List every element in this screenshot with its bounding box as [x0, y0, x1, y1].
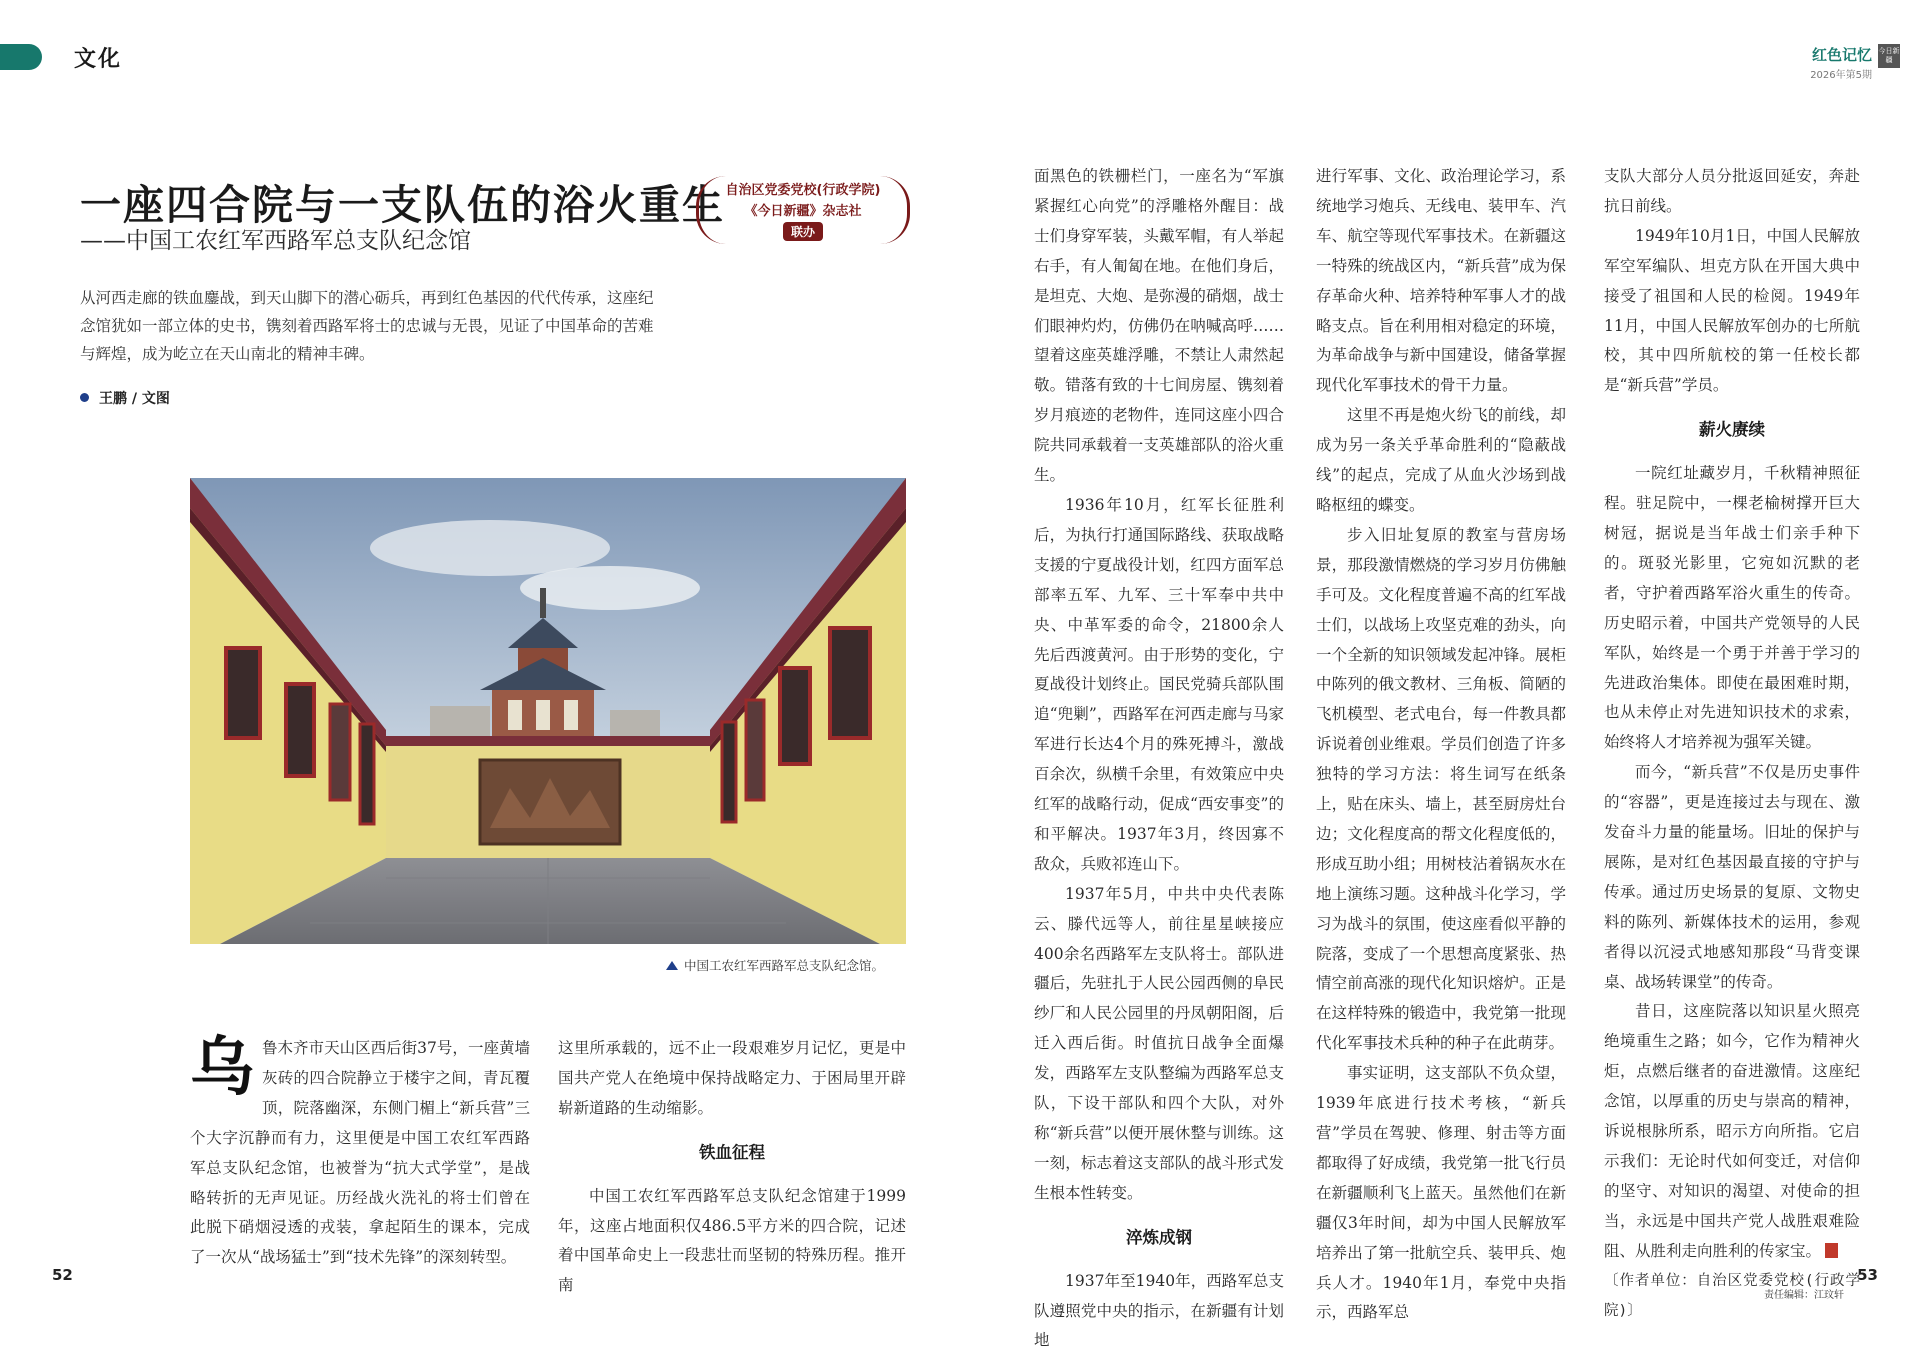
paragraph: 鲁木齐市天山区西后街37号，一座黄墙灰砖的四合院静立于楼宇之间，青瓦覆顶，院落幽深，东侧门楣上“新兵营”三个大字沉静而有力，这里便是中国工农红军西路军总支队纪念馆，也被誉为“抗大式学堂”，是战略转折的无声见证。历经战火洗礼的将士们曾在此脱下硝烟浸透的戎装，拿起陌生的课本，完成了一次从“战场猛士”到“技术先锋”的深刻转型。: [190, 1039, 530, 1267]
paragraph: 这里所承载的，远不止一段艰难岁月记忆，更是中国共产党人在绝境中保持战略定力、于困局里开辟崭新道路的生动缩影。: [558, 1039, 906, 1117]
memorial-courtyard-photo: [190, 478, 906, 944]
paragraph: 1949年10月1日，中国人民解放军空军编队、坦克方队在开国大典中接受了祖国和人民的检阅。1949年11月，中国人民解放军创办的七所航校，其中四所航校的第一任校长都是“新兵营”学员。: [1604, 226, 1860, 395]
paragraph: 中国工农红军西路军总支队纪念馆建于1999年，这座占地面积仅486.5平方米的四合院，记述着中国革命史上一段悲壮而坚韧的特殊历程。推开南: [558, 1186, 906, 1295]
co-publisher-stamp: [696, 176, 910, 244]
body-column-5: [1604, 162, 1860, 1326]
article-subtitle: ——中国工农红军西路军总支队纪念馆: [80, 228, 471, 254]
caption-text: 中国工农红军西路军总支队纪念馆。: [684, 958, 885, 973]
magazine-brand: [1810, 44, 1872, 81]
magazine-logo: 今日新疆: [1878, 44, 1900, 68]
article-lede: 从河西走廊的铁血鏖战，到天山脚下的潜心砺兵，再到红色基因的代代传承，这座纪念馆犹如一部立体的史书，镌刻着西路军将士的忠诚与无畏，见证了中国革命的苦难与辉煌，成为屹立在天山南北的精神丰碑。: [80, 289, 654, 363]
body-column-4: [1316, 162, 1566, 1328]
column-name: 红色记忆: [1811, 46, 1872, 64]
paragraph: 这里不再是炮火纷飞的前线，却成为另一条关乎革命胜利的“隐蔽战线”的起点，完成了从血火沙场到战略枢纽的蝶变。: [1316, 406, 1566, 514]
end-mark-icon: [1825, 1243, 1838, 1258]
stamp-line-2: 《今日新疆》杂志社: [744, 204, 862, 219]
paragraph: 1936年10月，红军长征胜利后，为执行打通国际路线、获取战略支援的宁夏战役计划，红四方面军总部率五军、九军、三十军奉中共中央、中革军委的命令，21800余人先后西渡黄河。由于形势的变化，宁夏战役计划终止。国民党骑兵部队围追“兜剿”，西路军在河西走廊与马家军进行长达4个月的殊死搏斗，激战百余次，纵横千余里，有效策应中央红军的战略行动，促成“西安事变”的和平解决。1937年3月，终因寡不敌众，兵败祁连山下。: [1034, 495, 1284, 873]
responsible-editor: 责任编辑：江玟轩: [1764, 1290, 1844, 1301]
paragraph: 一院红址藏岁月，千秋精神照征程。驻足院中，一棵老榆树撑开巨大树冠，据说是当年战士们亲手种下的。斑驳光影里，它宛如沉默的老者，守护着西路军浴火重生的传奇。历史昭示着，中国共产党领导的人民军队，始终是一个勇于并善于学习的先进政治集体。即使在最困难时期，也从未停止对先进知识技术的求索，始终将人才培养视为强军关键。: [1604, 464, 1860, 752]
final-text: 昔日，这座院落以知识星火照亮绝境重生之路；如今，它作为精神火炬，点燃后继者的奋进激情。这座纪念馆，以厚重的历史与崇高的精神，诉说根脉所系，昭示方向所指。它启示我们：无论时代如何变迁，对信仰的坚守、对知识的渴望、对使命的担当，永远是中国共产党人战胜艰难险阻、从胜利走向胜利的传家宝。: [1604, 1002, 1860, 1260]
bullet-icon: [80, 393, 89, 402]
caption-triangle-icon: [666, 961, 678, 970]
byline: [80, 388, 170, 408]
body-column-1: [190, 1030, 530, 1273]
paragraph: 1937年5月，中共中央代表陈云、滕代远等人，前往星星峡接应400余名西路军左支队将士。部队进疆后，先驻扎于人民公园西侧的阜民纱厂和人民公园里的丹凤朝阳阁，后迁入西后街。时值抗日战争全面爆发，西路军左支队整编为西路军总支队，下设干部队和四个大队，对外称“新兵营”以便开展休整与训练。这一刻，标志着这支部队的战斗形式发生根本性转变。: [1034, 884, 1284, 1202]
subheading-xinhuo: 薪火赓续: [1699, 420, 1765, 440]
author-affiliation: 〔作者单位：自治区党委党校(行政学院)〕: [1604, 1272, 1860, 1319]
paragraph: 而今，“新兵营”不仅是历史事件的“容器”，更是连接过去与现在、激发奋斗力量的能量场。旧址的保护与展陈，是对红色基因最直接的守护与传承。通过历史场景的复原、文物史料的陈列、新媒体技术的运用，参观者得以沉浸式地感知那段“马背变课桌、战场转课堂”的传奇。: [1604, 763, 1860, 991]
article-title: 一座四合院与一支队伍的浴火重生: [80, 181, 725, 229]
paragraph: 1937年至1940年，西路军总支队遵照党中央的指示，在新疆有计划地: [1034, 1271, 1284, 1350]
paragraph: 步入旧址复原的教室与营房场景，那段激情燃烧的学习岁月仿佛触手可及。文化程度普遍不高的红军战士们，以战场上攻坚克难的劲头，向一个全新的知识领域发起冲锋。展柜中陈列的俄文教材、三角板、简陋的飞机模型、老式电台，每一件教具都诉说着创业维艰。学员们创造了许多独特的学习方法：将生词写在纸条上，贴在床头、墙上，甚至厨房灶台边；文化程度高的帮文化程度低的，形成互助小组；用树枝沾着锅灰水在地上演练习题。这种战斗化学习，学习为战斗的氛围，使这座看似平静的院落，变成了一个思想高度紧张、热情空前高涨的现代化知识熔炉。正是在这样特殊的锻造中，我党第一批现代化军事技术兵种的种子在此萌芽。: [1316, 525, 1566, 1053]
stamp-line-1: 自治区党委党校(行政学院): [725, 183, 881, 198]
page-number-right: 53: [1857, 1266, 1878, 1284]
paragraph: 事实证明，这支部队不负众望，1939年底进行技术考核，“新兵营”学员在驾驶、修理、射击等方面都取得了好成绩，我党第一批飞行员在新疆顺利飞上蓝天。虽然他们在新疆仅3年时间，却为中国人民解放军培养出了第一批航空兵、装甲兵、炮兵人才。1940年1月，奉党中央指示，西路军总: [1316, 1064, 1566, 1322]
body-column-2: [558, 1034, 906, 1301]
stamp-badge: 联办: [783, 222, 823, 241]
page-number-left: 52: [52, 1266, 73, 1284]
section-tab-marker: [0, 44, 42, 70]
paragraph: 面黑色的铁栅栏门，一座名为“军旗紧握红心向党”的浮雕格外醒目：战士们身穿军装，头戴军帽，有人举起右手，有人匍匐在地。在他们身后，是坦克、大炮、是弥漫的硝烟，战士们眼神灼灼，仿佛仍在呐喊高呼……望着这座英雄浮雕，不禁让人肃然起敬。错落有致的十七间房屋、镌刻着岁月痕迹的老物件，连同这座小四合院共同承载着一支英雄部队的浴火重生。: [1034, 167, 1284, 485]
subheading-tiexue: 铁血征程: [699, 1142, 765, 1162]
byline-text: 王鹏 / 文图: [99, 391, 170, 407]
issue-number: 2026年第5期: [1810, 70, 1872, 81]
photo-caption: [666, 956, 884, 974]
drop-cap: 乌: [190, 1030, 254, 1105]
section-label: 文化: [74, 47, 123, 72]
paragraph-final: [1604, 997, 1860, 1266]
paragraph: 进行军事、文化、政治理论学习，系统地学习炮兵、无线电、装甲车、汽车、航空等现代军事技术。在新疆这一特殊的统战区内，“新兵营”成为保存革命火种、培养特种军事人才的战略支点。旨在利用相对稳定的环境，为革命战争与新中国建设，储备掌握现代化军事技术的骨干力量。: [1316, 167, 1566, 395]
body-column-3: [1034, 162, 1284, 1356]
subheading-cuilian: 淬炼成钢: [1126, 1227, 1192, 1247]
paragraph: 支队大部分人员分批返回延安，奔赴抗日前线。: [1604, 167, 1860, 215]
